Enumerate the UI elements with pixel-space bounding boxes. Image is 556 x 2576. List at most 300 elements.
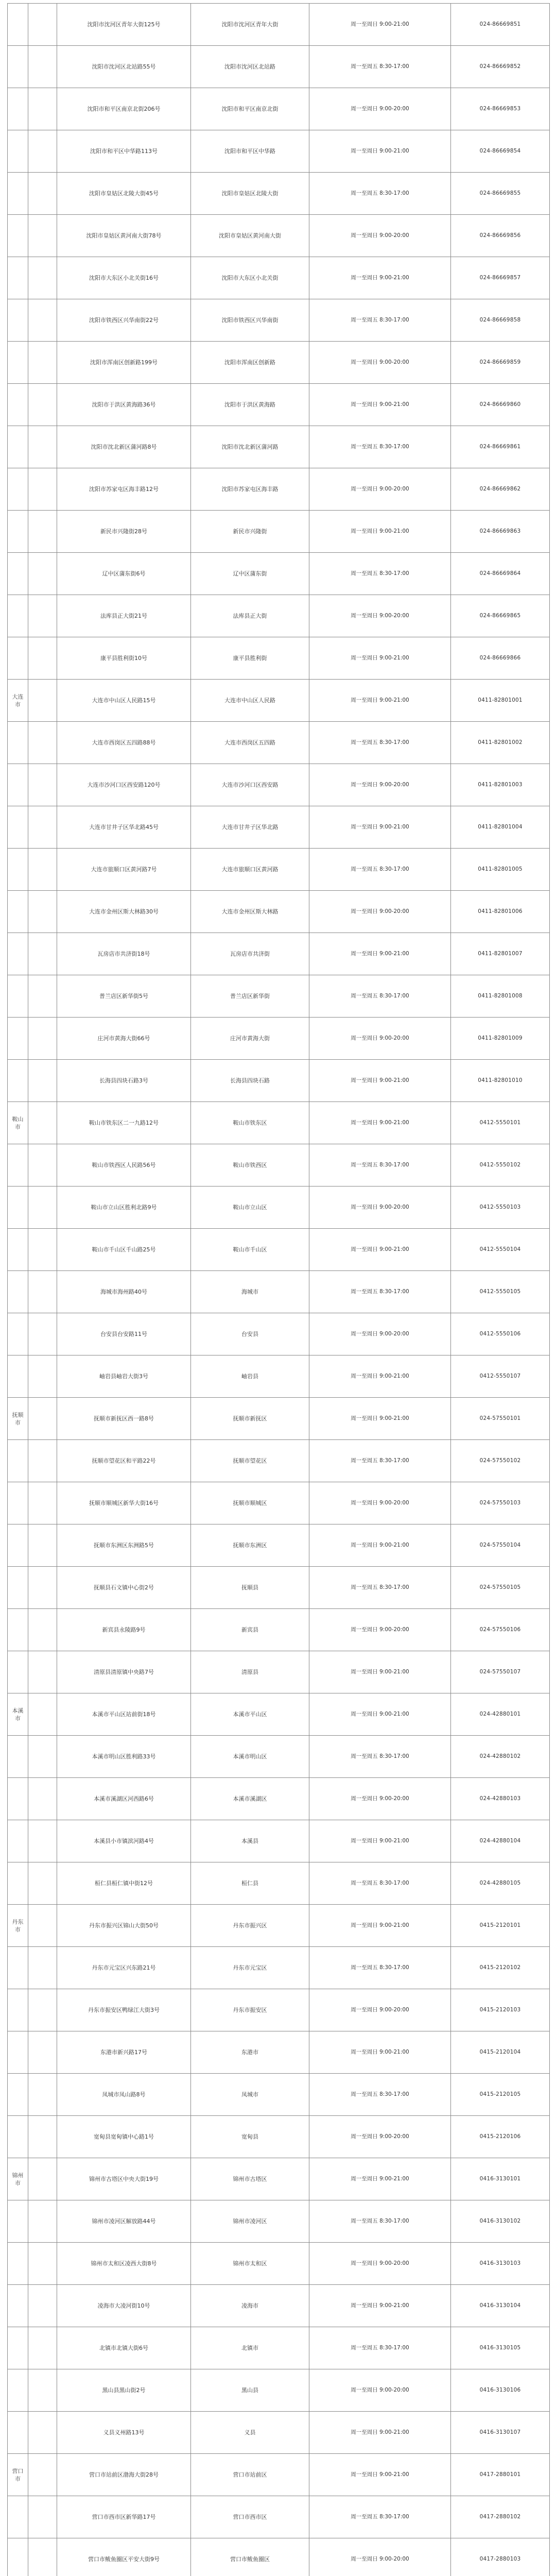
outlet-name-cell: 大连市金州区斯大林路30号 [57,891,191,933]
outlet-name-cell: 海城市海州路40号 [57,1271,191,1313]
county-cell [28,1102,57,1144]
business-hours-cell: 周一至周日 9:00-20:00 [309,468,451,511]
phone-cell: 0411-82801002 [451,722,550,764]
county-cell [28,2538,57,2576]
phone-cell: 0415-2120101 [451,1905,550,1947]
address-cell: 辽中区蒲东街 [191,553,309,595]
outlet-name-cell: 桓仁县桓仁镇中街12号 [57,1862,191,1905]
outlet-name-cell: 本溪市溪湖区河西路6号 [57,1778,191,1820]
business-hours-cell: 周一至周五 8:30-17:00 [309,2496,451,2538]
table-row [8,595,550,637]
address-cell: 营口市西市区 [191,2496,309,2538]
city-cell [8,933,28,975]
county-cell [28,1905,57,1947]
county-cell [28,849,57,891]
business-hours-cell: 周一至周日 9:00-21:00 [309,1651,451,1693]
business-hours-cell: 周一至周日 9:00-21:00 [309,933,451,975]
outlet-name-cell: 沈阳市大东区小北关街16号 [57,257,191,299]
table-row [8,1398,550,1440]
phone-cell: 024-42880101 [451,1693,550,1736]
table-row [8,1187,550,1229]
county-cell [28,299,57,342]
city-cell [8,426,28,468]
outlet-name-cell: 大连市沙河口区西安路120号 [57,764,191,806]
outlet-name-cell: 鞍山市立山区胜利北路9号 [57,1187,191,1229]
city-cell [8,1820,28,1862]
address-cell: 鞍山市铁西区 [191,1144,309,1187]
outlet-name-cell: 本溪市明山区胜利路33号 [57,1736,191,1778]
city-cell [8,299,28,342]
outlet-name-cell: 鞍山市铁西区人民路56号 [57,1144,191,1187]
outlet-name-cell: 丹东市振安区鸭绿江大街3号 [57,1989,191,2031]
city-cell [8,2074,28,2116]
county-cell [28,2243,57,2285]
phone-cell: 024-57550103 [451,1482,550,1524]
business-hours-cell: 周一至周五 8:30-17:00 [309,2200,451,2243]
county-cell [28,1398,57,1440]
address-cell: 沈阳市苏家屯区海丰路 [191,468,309,511]
table-row [8,2412,550,2454]
phone-cell: 024-86669851 [451,4,550,46]
address-cell: 丹东市元宝区 [191,1947,309,1989]
business-hours-cell: 周一至周日 9:00-21:00 [309,4,451,46]
table-row [8,2327,550,2369]
address-cell: 沈阳市和平区中华路 [191,130,309,173]
business-hours-cell: 周一至周日 9:00-21:00 [309,637,451,680]
city-cell [8,88,28,130]
phone-cell: 0415-2120106 [451,2116,550,2158]
address-cell: 清原县 [191,1651,309,1693]
outlet-name-cell: 沈阳市和平区中华路113号 [57,130,191,173]
phone-cell: 0411-82801009 [451,1018,550,1060]
business-hours-cell: 周一至周日 9:00-21:00 [309,806,451,849]
city-cell [8,891,28,933]
table-row [8,2200,550,2243]
outlet-name-cell: 沈阳市和平区南京北街206号 [57,88,191,130]
business-hours-cell: 周一至周五 8:30-17:00 [309,2074,451,2116]
outlet-name-cell: 清原县清原镇中央路7号 [57,1651,191,1693]
city-cell [8,2412,28,2454]
city-cell [8,1018,28,1060]
address-cell: 普兰店区新华街 [191,975,309,1018]
city-cell [8,764,28,806]
phone-cell: 024-86669861 [451,426,550,468]
business-hours-cell: 周一至周日 9:00-20:00 [309,2243,451,2285]
outlet-name-cell: 沈阳市铁西区兴华南街22号 [57,299,191,342]
county-cell [28,1862,57,1905]
city-cell [8,4,28,46]
city-cell [8,1947,28,1989]
phone-cell: 024-86669854 [451,130,550,173]
outlet-name-cell: 庄河市黄海大街66号 [57,1018,191,1060]
county-cell [28,1524,57,1567]
county-cell [28,215,57,257]
address-cell: 长海县四块石路 [191,1060,309,1102]
business-hours-cell: 周一至周五 8:30-17:00 [309,46,451,88]
table-row [8,2116,550,2158]
table-row [8,2243,550,2285]
county-cell [28,1482,57,1524]
county-cell [28,1736,57,1778]
phone-cell: 024-86669852 [451,46,550,88]
city-cell [8,595,28,637]
county-cell [28,1947,57,1989]
county-cell [28,680,57,722]
outlet-name-cell: 普兰店区新华街5号 [57,975,191,1018]
address-cell: 大连市西岗区五四路 [191,722,309,764]
county-cell [28,2412,57,2454]
table-row [8,384,550,426]
table-row [8,1524,550,1567]
phone-cell: 0412-5550103 [451,1187,550,1229]
address-cell: 凌海市 [191,2285,309,2327]
address-cell: 台安县 [191,1313,309,1355]
outlet-name-cell: 凌海市大凌河街10号 [57,2285,191,2327]
outlet-name-cell: 大连市西岗区五四路88号 [57,722,191,764]
county-cell [28,511,57,553]
table-row [8,680,550,722]
business-hours-cell: 周一至周日 9:00-20:00 [309,342,451,384]
county-cell [28,2285,57,2327]
city-cell [8,342,28,384]
phone-cell: 024-86669865 [451,595,550,637]
outlet-name-cell: 宽甸县宽甸镇中心路1号 [57,2116,191,2158]
county-cell [28,975,57,1018]
outlet-name-cell: 抚顺市新抚区西一路8号 [57,1398,191,1440]
outlet-name-cell: 鞍山市铁东区二一九路12号 [57,1102,191,1144]
county-cell [28,1567,57,1609]
outlet-name-cell: 抚顺市望花区和平路22号 [57,1440,191,1482]
phone-cell: 024-86669853 [451,88,550,130]
service-outlet-table [7,3,550,2576]
county-cell [28,595,57,637]
address-cell: 庄河市黄海大街 [191,1018,309,1060]
address-cell: 沈阳市皇姑区黄河南大街 [191,215,309,257]
business-hours-cell: 周一至周日 9:00-21:00 [309,1398,451,1440]
address-cell: 抚顺市顺城区 [191,1482,309,1524]
address-cell: 大连市金州区斯大林路 [191,891,309,933]
outlet-name-cell: 营口市鲅鱼圈区平安大街9号 [57,2538,191,2576]
phone-cell: 0415-2120102 [451,1947,550,1989]
business-hours-cell: 周一至周五 8:30-17:00 [309,1440,451,1482]
city-cell [8,257,28,299]
address-cell: 本溪县 [191,1820,309,1862]
outlet-name-cell: 丹东市元宝区兴东路21号 [57,1947,191,1989]
business-hours-cell: 周一至周日 9:00-20:00 [309,1018,451,1060]
phone-cell: 024-86669860 [451,384,550,426]
outlet-name-cell: 北镇市北镇大街6号 [57,2327,191,2369]
address-cell: 瓦房店市共济街 [191,933,309,975]
outlet-name-cell: 鞍山市千山区千山路25号 [57,1229,191,1271]
phone-cell: 024-86669864 [451,553,550,595]
county-cell [28,426,57,468]
phone-cell: 024-57550107 [451,1651,550,1693]
business-hours-cell: 周一至周五 8:30-17:00 [309,722,451,764]
phone-cell: 0412-5550105 [451,1271,550,1313]
table-row [8,1820,550,1862]
business-hours-cell: 周一至周五 8:30-17:00 [309,1271,451,1313]
address-cell: 锦州市古塔区 [191,2158,309,2200]
city-cell [8,215,28,257]
county-cell [28,2496,57,2538]
county-cell [28,1271,57,1313]
county-cell [28,1355,57,1398]
address-cell: 沈阳市大东区小北关街 [191,257,309,299]
outlet-name-cell: 沈阳市沈河区北站路55号 [57,46,191,88]
business-hours-cell: 周一至周日 9:00-20:00 [309,891,451,933]
county-cell [28,2116,57,2158]
outlet-name-cell: 台安县台安路11号 [57,1313,191,1355]
city-cell [8,2369,28,2412]
county-cell [28,468,57,511]
city-cell: 本溪市 [8,1693,28,1736]
phone-cell: 024-57550104 [451,1524,550,1567]
county-cell [28,806,57,849]
table-row [8,1905,550,1947]
outlet-name-cell: 凤城市凤山路8号 [57,2074,191,2116]
business-hours-cell: 周一至周日 9:00-21:00 [309,1524,451,1567]
address-cell: 大连市中山区人民路 [191,680,309,722]
business-hours-cell: 周一至周五 8:30-17:00 [309,1862,451,1905]
phone-cell: 0416-3130102 [451,2200,550,2243]
county-cell [28,2200,57,2243]
county-cell [28,2074,57,2116]
business-hours-cell: 周一至周日 9:00-20:00 [309,1187,451,1229]
table-row [8,2074,550,2116]
business-hours-cell: 周一至周日 9:00-21:00 [309,1102,451,1144]
business-hours-cell: 周一至周日 9:00-20:00 [309,595,451,637]
city-cell: 抚顺市 [8,1398,28,1440]
business-hours-cell: 周一至周日 9:00-21:00 [309,2285,451,2327]
county-cell [28,1144,57,1187]
outlet-name-cell: 康平县胜利街10号 [57,637,191,680]
phone-cell: 0411-82801007 [451,933,550,975]
table-row [8,4,550,46]
business-hours-cell: 周一至周日 9:00-20:00 [309,2538,451,2576]
business-hours-cell: 周一至周五 8:30-17:00 [309,299,451,342]
phone-cell: 0417-2880101 [451,2454,550,2496]
table-row [8,1736,550,1778]
address-cell: 沈阳市铁西区兴华南街 [191,299,309,342]
county-cell [28,2369,57,2412]
business-hours-cell: 周一至周五 8:30-17:00 [309,1567,451,1609]
city-cell [8,2116,28,2158]
address-cell: 丹东市振安区 [191,1989,309,2031]
city-cell: 鞍山市 [8,1102,28,1144]
address-cell: 本溪市明山区 [191,1736,309,1778]
business-hours-cell: 周一至周日 9:00-20:00 [309,1989,451,2031]
business-hours-cell: 周一至周五 8:30-17:00 [309,849,451,891]
table-row [8,215,550,257]
business-hours-cell: 周一至周日 9:00-21:00 [309,2454,451,2496]
city-cell: 锦州市 [8,2158,28,2200]
business-hours-cell: 周一至周五 8:30-17:00 [309,2327,451,2369]
address-cell: 宽甸县 [191,2116,309,2158]
address-cell: 本溪市溪湖区 [191,1778,309,1820]
city-cell [8,2285,28,2327]
phone-cell: 024-86669858 [451,299,550,342]
phone-cell: 024-86669859 [451,342,550,384]
county-cell [28,1060,57,1102]
phone-cell: 0416-3130104 [451,2285,550,2327]
table-row [8,1271,550,1313]
phone-cell: 024-86669863 [451,511,550,553]
phone-cell: 0416-3130105 [451,2327,550,2369]
table-row [8,1862,550,1905]
table-row [8,849,550,891]
business-hours-cell: 周一至周日 9:00-21:00 [309,2031,451,2074]
city-cell [8,1355,28,1398]
city-cell: 营口市 [8,2454,28,2496]
city-cell [8,1187,28,1229]
city-cell [8,1567,28,1609]
phone-cell: 024-42880104 [451,1820,550,1862]
table-row [8,2285,550,2327]
address-cell: 大连市甘井子区华北路 [191,806,309,849]
city-cell [8,2327,28,2369]
city-cell [8,1862,28,1905]
outlet-name-cell: 岫岩县岫岩大街3号 [57,1355,191,1398]
phone-cell: 024-42880105 [451,1862,550,1905]
address-cell: 新民市兴隆街 [191,511,309,553]
city-cell [8,1482,28,1524]
address-cell: 康平县胜利街 [191,637,309,680]
address-cell: 黑山县 [191,2369,309,2412]
business-hours-cell: 周一至周日 9:00-21:00 [309,384,451,426]
table-row [8,46,550,88]
table-row [8,88,550,130]
phone-cell: 0411-82801010 [451,1060,550,1102]
phone-cell: 0411-82801001 [451,680,550,722]
county-cell [28,1187,57,1229]
outlet-name-cell: 锦州市凌河区解放路44号 [57,2200,191,2243]
phone-cell: 0411-82801003 [451,764,550,806]
city-cell [8,637,28,680]
city-cell [8,849,28,891]
address-cell: 法库县正大街 [191,595,309,637]
outlet-name-cell: 沈阳市苏家屯区海丰路12号 [57,468,191,511]
address-cell: 锦州市太和区 [191,2243,309,2285]
city-cell: 大连市 [8,680,28,722]
table-row [8,1313,550,1355]
phone-cell: 0411-82801004 [451,806,550,849]
table-row [8,2369,550,2412]
address-cell: 鞍山市千山区 [191,1229,309,1271]
county-cell [28,1229,57,1271]
business-hours-cell: 周一至周日 9:00-21:00 [309,2158,451,2200]
outlet-name-cell: 瓦房店市共济街18号 [57,933,191,975]
phone-cell: 024-57550101 [451,1398,550,1440]
address-cell: 新宾县 [191,1609,309,1651]
business-hours-cell: 周一至周日 9:00-20:00 [309,1482,451,1524]
city-cell [8,2200,28,2243]
document-page [7,3,549,2576]
address-cell: 凤城市 [191,2074,309,2116]
outlet-name-cell: 锦州市太和区凌西大街8号 [57,2243,191,2285]
county-cell [28,1313,57,1355]
business-hours-cell: 周一至周日 9:00-20:00 [309,1313,451,1355]
address-cell: 沈阳市沈河区北站路 [191,46,309,88]
address-cell: 鞍山市立山区 [191,1187,309,1229]
phone-cell: 024-57550105 [451,1567,550,1609]
phone-cell: 024-86669855 [451,173,550,215]
table-row [8,1440,550,1482]
table-row [8,257,550,299]
business-hours-cell: 周一至周日 9:00-21:00 [309,680,451,722]
city-cell [8,1736,28,1778]
phone-cell: 0412-5550106 [451,1313,550,1355]
address-cell: 东港市 [191,2031,309,2074]
table-row [8,1229,550,1271]
city-cell [8,468,28,511]
business-hours-cell: 周一至周日 9:00-20:00 [309,1609,451,1651]
business-hours-cell: 周一至周日 9:00-21:00 [309,257,451,299]
city-cell [8,46,28,88]
business-hours-cell: 周一至周日 9:00-20:00 [309,215,451,257]
table-row [8,1355,550,1398]
business-hours-cell: 周一至周日 9:00-20:00 [309,2116,451,2158]
table-row [8,1651,550,1693]
outlet-name-cell: 沈阳市沈北新区蒲河路8号 [57,426,191,468]
table-row [8,975,550,1018]
table-row [8,1693,550,1736]
phone-cell: 024-42880102 [451,1736,550,1778]
phone-cell: 0417-2880102 [451,2496,550,2538]
city-cell [8,173,28,215]
address-cell: 沈阳市沈河区青年大街 [191,4,309,46]
city-cell [8,384,28,426]
address-cell: 海城市 [191,1271,309,1313]
county-cell [28,2158,57,2200]
county-cell [28,2454,57,2496]
outlet-name-cell: 沈阳市皇姑区黄河南大街78号 [57,215,191,257]
city-cell [8,1313,28,1355]
county-cell [28,1989,57,2031]
table-row [8,1947,550,1989]
address-cell: 沈阳市皇姑区北陵大街 [191,173,309,215]
business-hours-cell: 周一至周日 9:00-21:00 [309,130,451,173]
table-row [8,2538,550,2576]
city-cell [8,1060,28,1102]
table-row [8,342,550,384]
city-cell [8,722,28,764]
outlet-name-cell: 新民市兴隆街28号 [57,511,191,553]
business-hours-cell: 周一至周日 9:00-21:00 [309,1355,451,1398]
city-cell [8,2496,28,2538]
address-cell: 锦州市凌河区 [191,2200,309,2243]
phone-cell: 024-86669856 [451,215,550,257]
table-row [8,722,550,764]
outlet-name-cell: 法库县正大街21号 [57,595,191,637]
address-cell: 鞍山市铁东区 [191,1102,309,1144]
outlet-name-cell: 丹东市振兴区锦山大街50号 [57,1905,191,1947]
county-cell [28,173,57,215]
business-hours-cell: 周一至周五 8:30-17:00 [309,173,451,215]
outlet-name-cell: 沈阳市于洪区黄海路36号 [57,384,191,426]
address-cell: 丹东市振兴区 [191,1905,309,1947]
phone-cell: 0416-3130103 [451,2243,550,2285]
address-cell: 营口市鲅鱼圈区 [191,2538,309,2576]
city-cell [8,1609,28,1651]
table-row [8,1060,550,1102]
county-cell [28,130,57,173]
phone-cell: 0412-5550104 [451,1229,550,1271]
outlet-name-cell: 沈阳市皇姑区北陵大街45号 [57,173,191,215]
table-row [8,2496,550,2538]
outlet-name-cell: 义县义州路13号 [57,2412,191,2454]
outlet-name-cell: 大连市甘井子区华北路45号 [57,806,191,849]
table-row [8,1144,550,1187]
